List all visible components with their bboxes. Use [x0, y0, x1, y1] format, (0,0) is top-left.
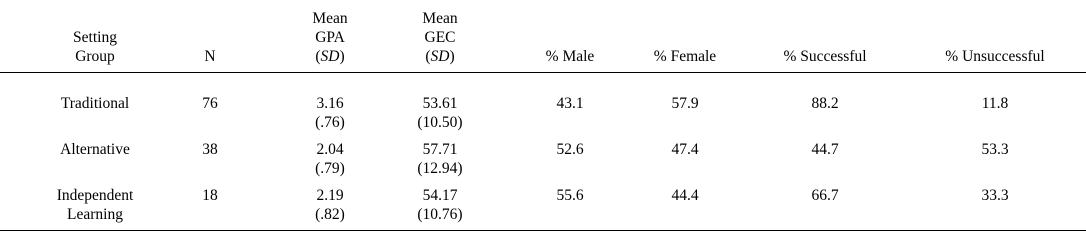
row1-female: 57.9: [671, 95, 699, 112]
header-gec-label: GEC: [424, 29, 456, 46]
row2-group: [30, 140, 160, 159]
row1-male: 43.1: [556, 95, 584, 112]
header-pct-male: [520, 47, 620, 66]
row2-female: 47.4: [671, 141, 699, 158]
header-pct-unsuccessful: [910, 47, 1080, 66]
row3-unsuccessful: 33.3: [981, 187, 1009, 204]
header-n: [190, 47, 230, 66]
header-pct-unsuccessful-label: % Unsuccessful: [945, 48, 1045, 65]
row2-successful: 44.7: [811, 141, 839, 158]
row2-n: 38: [202, 141, 218, 158]
row2-gec-mean: 57.71: [422, 141, 458, 158]
row1-gpa-sd: (.76): [315, 114, 345, 131]
header-setting-group: [40, 28, 150, 66]
row3-group-line1: Independent: [56, 187, 134, 204]
header-mean-gec: [395, 9, 485, 66]
row1-gpa: [290, 94, 370, 132]
row2-gec-sd: (12.94): [417, 160, 463, 177]
row2-gpa-mean: 2.04: [316, 141, 344, 158]
bottom-rule: [0, 230, 1086, 231]
row2-gpa-sd: (.79): [315, 160, 345, 177]
header-pct-successful-label: % Successful: [783, 48, 867, 65]
row3-gpa-mean: 2.19: [316, 187, 344, 204]
row3-gec-sd: (10.76): [417, 206, 463, 223]
row3-gec-mean: 54.17: [422, 187, 458, 204]
row3-group: [30, 186, 160, 224]
row1-gpa-mean: 3.16: [316, 95, 344, 112]
row1-successful: 88.2: [811, 95, 839, 112]
row3-gpa-sd: (.82): [315, 206, 345, 223]
row1-group-line1: Traditional: [60, 95, 130, 112]
row3-male: 55.6: [556, 187, 584, 204]
header-pct-female-label: % Female: [653, 48, 717, 65]
row1-n: 76: [202, 95, 218, 112]
row3-gpa: [290, 186, 370, 224]
header-setting-label: Setting: [73, 29, 117, 46]
row1-unsuccessful: 11.8: [981, 95, 1009, 112]
header-pct-male-label: % Male: [545, 48, 595, 65]
header-gpa-sd: (SD): [315, 48, 345, 65]
header-pct-successful: [760, 47, 890, 66]
header-gec-mean: Mean: [422, 10, 458, 27]
row2-gpa: [290, 140, 370, 178]
row3-gec: [395, 186, 485, 224]
header-mean-gpa: [290, 9, 370, 66]
row3-successful: 66.7: [811, 187, 839, 204]
row2-group-line1: Alternative: [60, 141, 130, 158]
row1-gec: [395, 94, 485, 132]
header-gpa-label: GPA: [315, 29, 345, 46]
header-gec-sd: (SD): [425, 48, 455, 65]
row3-female: 44.4: [671, 187, 699, 204]
row3-group-line2: Learning: [67, 206, 123, 223]
row1-group: [30, 94, 160, 113]
row3-n: 18: [202, 187, 218, 204]
header-group-label: Group: [75, 48, 115, 65]
header-gpa-mean: Mean: [312, 10, 348, 27]
header-rule: [0, 72, 1086, 73]
row1-gec-mean: 53.61: [422, 95, 458, 112]
row2-male: 52.6: [556, 141, 584, 158]
row1-gec-sd: (10.50): [417, 114, 463, 131]
header-pct-female: [630, 47, 740, 66]
row2-unsuccessful: 53.3: [981, 141, 1009, 158]
header-n-label: N: [204, 48, 216, 65]
row2-gec: [395, 140, 485, 178]
